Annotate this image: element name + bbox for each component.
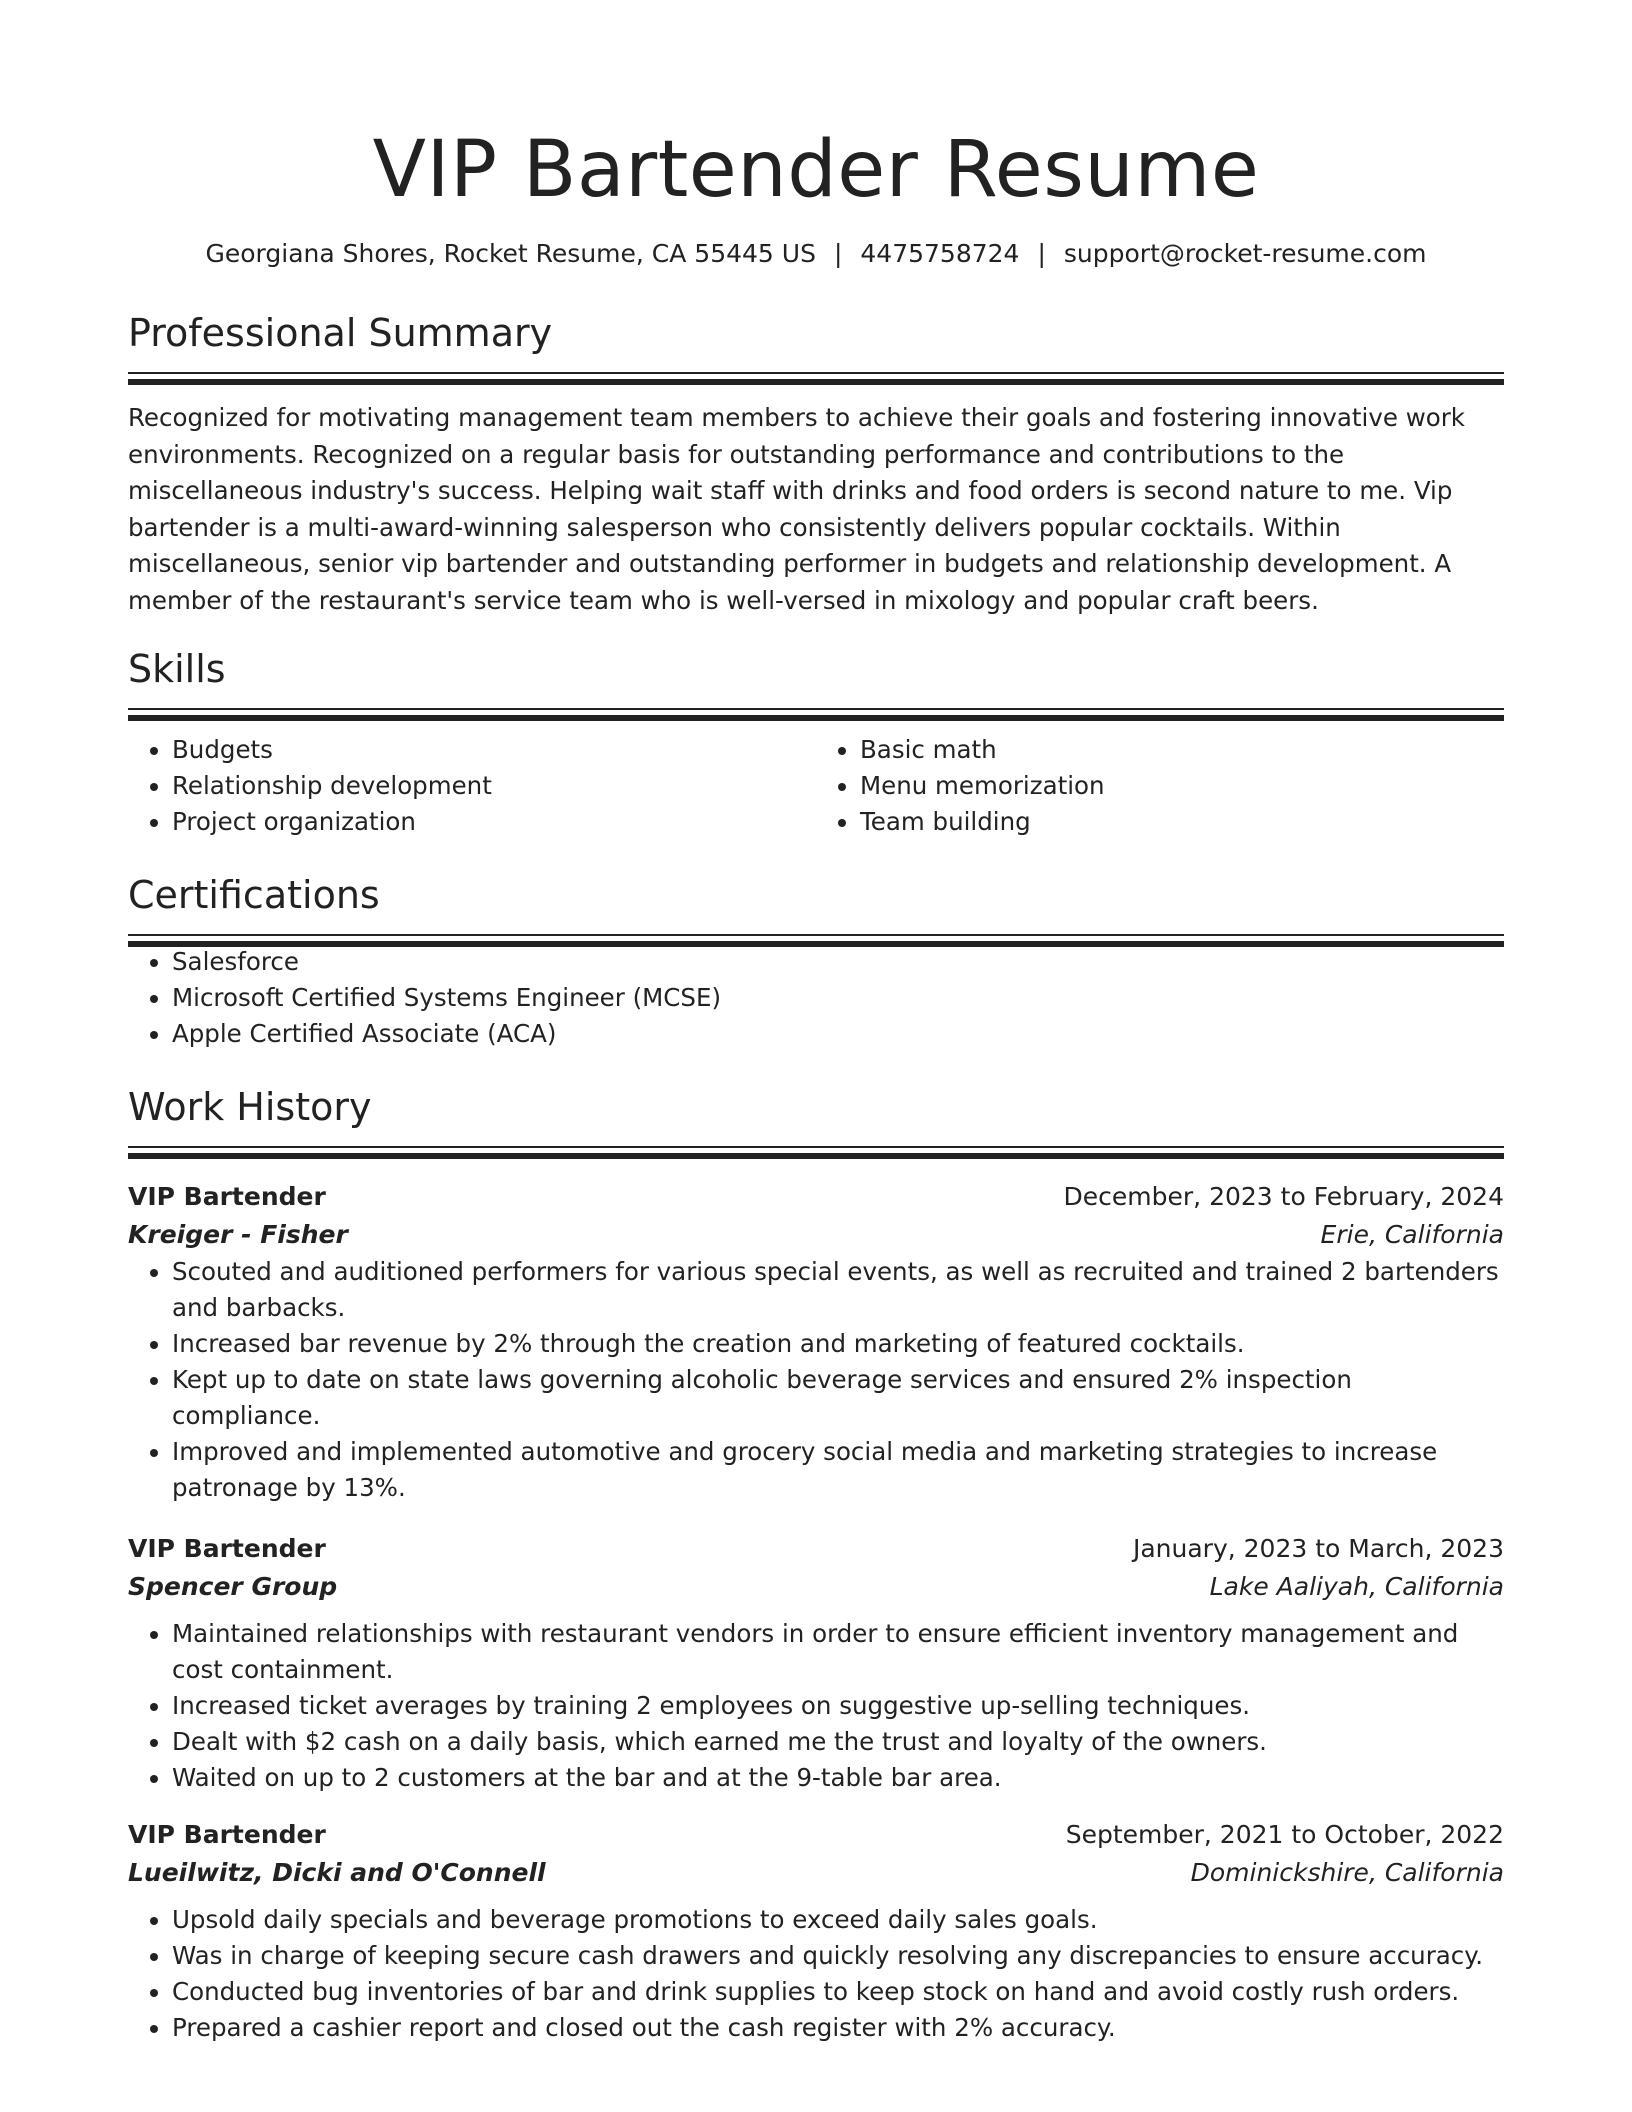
job-dates: September, 2021 to October, 2022: [1065, 1819, 1504, 1849]
certification-item: • Microsoft Certified Systems Engineer (MCSE): [172, 980, 1504, 1016]
certifications-list: [128, 944, 1504, 1052]
job-bullet: • Increased ticket averages by training 2 employees on suggestive up-selling techniques.: [172, 1688, 1504, 1724]
contact-separator: |: [833, 239, 843, 268]
job-bullet: • Dealt with $2 cash on a daily basis, which earned me the trust and loyalty of the owners.: [172, 1724, 1504, 1760]
contact-separator: |: [1037, 239, 1046, 268]
job-bullet: • Was in charge of keeping secure cash drawers and quickly resolving any discrepancies to ensure accuracy.: [172, 1938, 1504, 1974]
job-company: Spencer Group: [128, 1571, 338, 1601]
job-bullets: [128, 1902, 1504, 2046]
section-certifications: [128, 870, 1504, 1052]
section-work-history: [128, 1082, 1504, 2046]
job-entry: [128, 1178, 1504, 1506]
resume-title: VIP Bartender Resume: [372, 125, 1260, 215]
job-header-row: [128, 1816, 1504, 1854]
summary-text: Recognized for motivating management team members to achieve their goals and fostering innovative work environments. Recognized on a regular basis for outstanding performance and contributions to the miscellaneous industry's success. Helping wait staff with drinks and food orders is second nature to me. Vip bartender is a multi-award-winning salesperson who consistently delivers popular cocktails. Within miscellaneous, senior vip bartender and outstanding performer in budgets and relationship development. A member of the restaurant's service team who is well-versed in mixology and popular craft beers.: [128, 403, 1465, 615]
skill-item: • Relationship development: [172, 768, 816, 804]
skill-item: • Menu memorization: [860, 768, 1504, 804]
section-heading: Professional Summary: [128, 311, 553, 355]
job-location: Erie, California: [1320, 1219, 1504, 1249]
job-bullets: [128, 1254, 1504, 1506]
skill-item: • Project organization: [172, 804, 816, 840]
job-bullet: • Increased bar revenue by 2% through the creation and marketing of featured cocktails.: [172, 1326, 1504, 1362]
skill-item: • Basic math: [860, 732, 1504, 768]
contact-email: support@rocket-resume.com: [1063, 239, 1427, 268]
section-heading: Skills: [128, 646, 226, 691]
skill-item: • Budgets: [172, 732, 816, 768]
job-bullet: • Conducted bug inventories of bar and drink supplies to keep stock on hand and avoid costly rush orders.: [172, 1974, 1504, 2010]
job-bullet: • Waited on up to 2 customers at the bar and at the 9-table bar area.: [172, 1760, 1504, 1796]
job-location: Lake Aaliyah, California: [1209, 1571, 1504, 1601]
skills-column-left: [128, 732, 816, 840]
skills-grid: [128, 732, 1504, 840]
job-bullet: • Maintained relationships with restaurant vendors in order to ensure efficient inventory management and cost containment.: [172, 1616, 1504, 1688]
certification-item: • Salesforce: [172, 944, 1504, 980]
job-header-row: [128, 1178, 1504, 1216]
skills-column-right: [816, 732, 1504, 840]
job-company: Lueilwitz, Dicki and O'Connell: [128, 1857, 546, 1887]
skill-item: • Team building: [860, 804, 1504, 840]
section-heading: Certifications: [128, 872, 380, 917]
section-divider: [128, 1146, 1504, 1156]
section-skills: [128, 644, 1504, 840]
section-divider: [128, 372, 1504, 382]
job-header-row: [128, 1530, 1504, 1568]
job-entry: [128, 1530, 1504, 1796]
job-bullets: [128, 1616, 1504, 1796]
job-dates: December, 2023 to February, 2024: [1063, 1181, 1504, 1211]
job-bullet: • Upsold daily specials and beverage promotions to exceed daily sales goals.: [172, 1902, 1504, 1938]
job-title: VIP Bartender: [128, 1533, 326, 1563]
job-subheader-row: [128, 1854, 1504, 1892]
job-bullet: • Kept up to date on state laws governing alcoholic beverage services and ensured 2% inspection compliance.: [172, 1362, 1504, 1434]
job-title: VIP Bartender: [128, 1181, 326, 1211]
job-bullet: • Prepared a cashier report and closed out the cash register with 2% accuracy.: [172, 2010, 1504, 2046]
job-subheader-row: [128, 1568, 1504, 1606]
job-bullet: • Improved and implemented automotive and grocery social media and marketing strategies to increase patronage by 13%.: [172, 1434, 1504, 1506]
contact-phone: 4475758724: [860, 239, 1020, 268]
section-professional-summary: [128, 308, 1504, 619]
job-location: Dominickshire, California: [1190, 1857, 1504, 1887]
job-bullet: • Scouted and auditioned performers for various special events, as well as recruited and trained 2 bartenders and barbacks.: [172, 1254, 1504, 1326]
section-divider: [128, 708, 1504, 718]
job-company: Kreiger - Fisher: [128, 1219, 348, 1249]
job-entry: [128, 1816, 1504, 2046]
contact-line: [128, 236, 1504, 272]
job-title: VIP Bartender: [128, 1819, 326, 1849]
job-subheader-row: [128, 1216, 1504, 1254]
contact-address: Georgiana Shores, Rocket Resume, CA 55445 US: [205, 239, 816, 268]
section-divider: [128, 934, 1504, 944]
certification-item: • Apple Certified Associate (ACA): [172, 1016, 1504, 1052]
job-dates: January, 2023 to March, 2023: [1132, 1533, 1504, 1563]
section-heading: Work History: [128, 1084, 372, 1129]
